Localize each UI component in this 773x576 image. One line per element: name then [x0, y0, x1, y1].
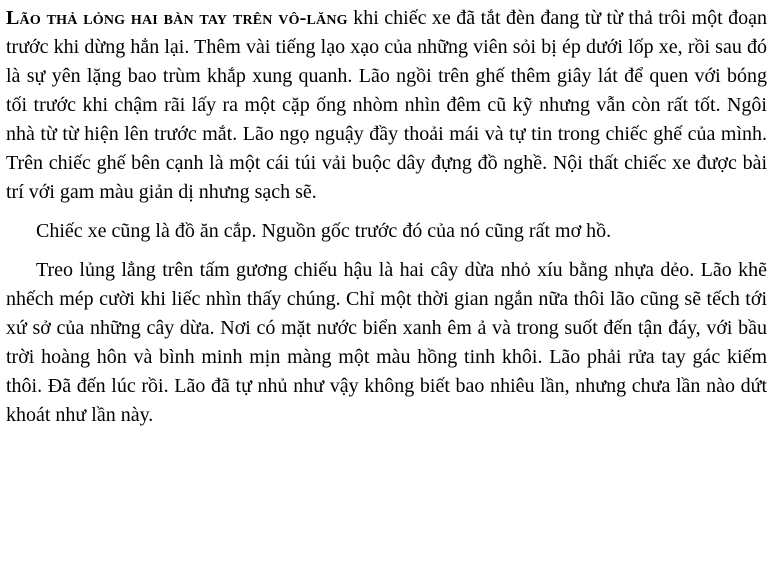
paragraph-3: Treo lủng lẳng trên tấm gương chiếu hậu là hai cây dừa nhỏ xíu bằng nhựa dẻo. Lão khẽ nhếch mép cười khi liếc nhìn thấy chúng. Chỉ một thời gian ngắn nữa thôi lão cũng sẽ tếch tới xứ sở của những cây dừa. Nơi có mặt nước biển xanh êm ả và trong suốt đến tận đáy, với bầu trời hoàng hôn và bình minh mịn màng một màu hồng tinh khôi. Lão phải rửa tay gác kiếm thôi. Đã đến lúc rồi. Lão đã tự nhủ như vậy không biết bao nhiêu lần, nhưng chưa lần nào dứt khoát như lần này.: [6, 259, 767, 426]
paragraph-lead-in: Lão thả lỏng hai bàn tay trên vô-lăng: [6, 7, 348, 29]
paragraph-1: [6, 4, 767, 207]
paragraph-2: Chiếc xe cũng là đồ ăn cắp. Nguồn gốc trước đó của nó cũng rất mơ hồ.: [36, 220, 612, 242]
paragraph-1-text: khi chiếc xe đã tắt đèn đang từ từ thả trôi một đoạn trước khi dừng hẳn lại. Thêm vài tiếng lạo xạo của những viên sỏi bị ép dưới lốp xe, rồi sau đó là sự yên lặng bao trùm khắp xung quanh. Lão ngồi trên ghế thêm giây lát để quen với bóng tối trước khi chậm rãi lấy ra một cặp ống nhòm nhìn đêm cũ kỹ nhưng vẫn còn rất tốt. Ngôi nhà từ từ hiện lên trước mắt. Lão ngọ nguậy đầy thoải mái và tự tin trong chiếc ghế của mình. Trên chiếc ghế bên cạnh là một cái túi vải buộc dây đựng đồ nghề. Nội thất chiếc xe được bài trí với gam màu giản dị nhưng sạch sẽ.: [6, 7, 767, 203]
